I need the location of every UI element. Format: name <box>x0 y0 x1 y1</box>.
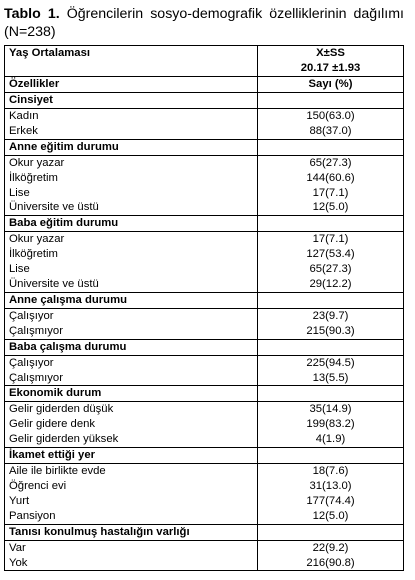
category-label: Erkek <box>9 124 38 137</box>
category-value: 17(7.1) <box>312 233 349 246</box>
age-row <box>5 46 404 77</box>
age-stat-value: 20.17 ±1.93 <box>300 62 361 74</box>
category-label: İlköğretim <box>9 171 58 184</box>
column-header-feature: Özellikler <box>5 77 258 93</box>
category-label: Çalışıyor <box>9 356 54 369</box>
section-blank-cell <box>258 292 404 308</box>
section-data-row <box>5 155 404 216</box>
category-label: Kadın <box>9 110 39 122</box>
demographics-table <box>4 45 404 571</box>
category-value: 199(83.2) <box>306 418 355 431</box>
category-labels-cell <box>5 155 258 216</box>
section-title: Cinsiyet <box>5 93 258 109</box>
category-label: Lise <box>9 186 30 199</box>
age-stat-cell <box>258 46 404 77</box>
category-value: 127(53.4) <box>306 248 355 261</box>
category-values-cell <box>258 308 404 339</box>
table-caption-label: Tablo 1. <box>4 6 60 22</box>
category-value: 225(94.5) <box>306 356 355 369</box>
category-label: Öğrenci evi <box>9 480 67 493</box>
category-value: 65(27.3) <box>309 156 352 169</box>
section-header-row <box>5 524 404 540</box>
category-label: Çalışmıyor <box>9 324 63 337</box>
category-value: 88(37.0) <box>309 124 352 137</box>
category-values-cell <box>258 155 404 216</box>
section-header-row <box>5 386 404 402</box>
category-label: Aile ile birlikte evde <box>9 465 106 478</box>
category-labels-cell <box>5 464 258 525</box>
category-labels-cell <box>5 232 258 293</box>
section-title: Ekonomik durum <box>5 386 258 402</box>
category-value: 12(5.0) <box>312 201 349 214</box>
section-header-row <box>5 339 404 355</box>
section-header-row <box>5 448 404 464</box>
category-label: Üniversite ve üstü <box>9 278 99 291</box>
category-values-cell <box>258 355 404 386</box>
category-value: 18(7.6) <box>312 465 349 478</box>
category-label: Çalışıyor <box>9 309 54 322</box>
column-header-count: Sayı (%) <box>258 77 404 93</box>
category-value: 4(1.9) <box>315 433 346 446</box>
section-blank-cell <box>258 524 404 540</box>
category-label: Pansiyon <box>9 509 56 522</box>
column-header-row <box>5 77 404 93</box>
section-data-row <box>5 464 404 525</box>
section-data-row <box>5 402 404 448</box>
table-caption-text: Öğrencilerin sosyo-demografik özelliklerinin dağılımı (N=238) <box>4 6 404 40</box>
category-label: Çalışmıyor <box>9 371 63 384</box>
category-label: Okur yazar <box>9 233 65 246</box>
section-header-row <box>5 292 404 308</box>
section-title: Anne çalışma durumu <box>5 292 258 308</box>
category-label: Var <box>9 541 26 554</box>
section-data-row <box>5 355 404 386</box>
category-labels-cell <box>5 540 258 571</box>
category-labels-cell <box>5 402 258 448</box>
category-label: Gelir giderden yüksek <box>9 433 119 446</box>
section-title: Baba çalışma durumu <box>5 339 258 355</box>
section-blank-cell <box>258 448 404 464</box>
category-value: 65(27.3) <box>309 263 352 276</box>
category-label: Lise <box>9 263 30 276</box>
category-label: İlköğretim <box>9 248 58 261</box>
category-labels-cell <box>5 308 258 339</box>
section-title: İkamet ettiği yer <box>5 448 258 464</box>
category-label: Üniversite ve üstü <box>9 201 99 214</box>
section-blank-cell <box>258 386 404 402</box>
section-blank-cell <box>258 216 404 232</box>
section-title: Baba eğitim durumu <box>5 216 258 232</box>
category-value: 13(5.5) <box>312 371 349 384</box>
category-value: 22(9.2) <box>312 541 349 554</box>
category-values-cell <box>258 232 404 293</box>
category-value: 12(5.0) <box>312 509 349 522</box>
category-value: 35(14.9) <box>309 403 352 416</box>
section-blank-cell <box>258 339 404 355</box>
category-value: 177(74.4) <box>306 494 355 507</box>
category-value: 23(9.7) <box>312 309 349 322</box>
section-title: Anne eğitim durumu <box>5 139 258 155</box>
section-header-row <box>5 216 404 232</box>
category-value: 144(60.6) <box>306 171 355 184</box>
category-values-cell <box>258 109 404 140</box>
category-values-cell <box>258 540 404 571</box>
category-value: 215(90.3) <box>306 324 355 337</box>
category-value: 216(90.8) <box>306 556 355 569</box>
category-labels-cell <box>5 109 258 140</box>
section-title: Tanısı konulmuş hastalığın varlığı <box>5 524 258 540</box>
category-label: Okur yazar <box>9 156 65 169</box>
category-label: Gelir giderden düşük <box>9 403 114 416</box>
category-value: 17(7.1) <box>312 186 349 199</box>
age-stat-header: X±SS <box>316 47 345 59</box>
section-blank-cell <box>258 93 404 109</box>
category-label: Yurt <box>9 494 30 507</box>
category-values-cell <box>258 464 404 525</box>
section-header-row <box>5 93 404 109</box>
category-values-cell <box>258 402 404 448</box>
age-label: Yaş Ortalaması <box>5 46 258 77</box>
section-data-row <box>5 232 404 293</box>
section-data-row <box>5 540 404 571</box>
category-label: Gelir gidere denk <box>9 418 96 431</box>
category-value: 150(63.0) <box>306 110 355 122</box>
section-data-row <box>5 109 404 140</box>
section-blank-cell <box>258 139 404 155</box>
section-data-row <box>5 308 404 339</box>
section-header-row <box>5 139 404 155</box>
table-caption <box>4 5 404 41</box>
category-value: 29(12.2) <box>309 278 352 291</box>
category-label: Yok <box>9 556 28 569</box>
category-labels-cell <box>5 355 258 386</box>
category-value: 31(13.0) <box>309 480 352 493</box>
